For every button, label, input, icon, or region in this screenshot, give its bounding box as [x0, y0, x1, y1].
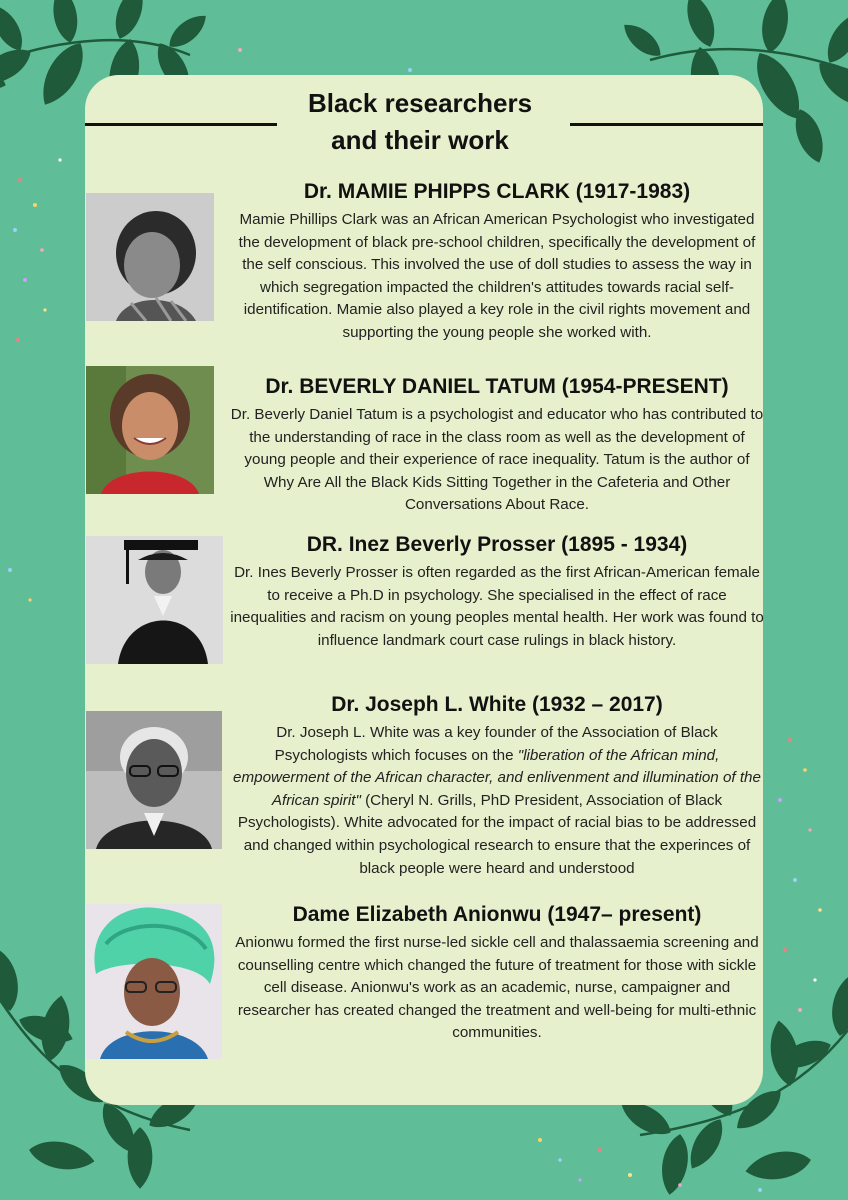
entry-body: Dr. Beverly Daniel Tatum is a psychologist and educator who has contributed to the understanding of race in the class room as well as the development of young people and their experience of race inequality. Tatum is the author of Why Are All the Black Kids Sitting Together in the Cafeteria and Other Conversations About Race.	[230, 406, 764, 514]
entry-beverly-daniel-tatum	[229, 374, 765, 517]
page-title	[270, 85, 570, 159]
entry-inez-beverly-prosser	[229, 532, 765, 652]
entry-body: Anionwu formed the first nurse-led sickle cell and thalassaemia screening and counselling centre which changed the future of treatment for those with sickle cell disease. Anionwu's work as an academic, nurse, campaigner and researcher has created changed the treatment and well-being for multi-ethnic communities.	[235, 934, 759, 1042]
entry-body	[229, 722, 765, 880]
entry-name: Dr. MAMIE PHIPPS CLARK (1917-1983)	[303, 180, 691, 203]
photo-elizabeth-anionwu	[86, 904, 222, 1059]
photo-joseph-l-white	[86, 711, 222, 849]
page-title-line2: and their work	[331, 125, 509, 155]
entry-body: Dr. Ines Beverly Prosser is often regarded as the first African-American female to receive a Ph.D in psychology. She specialised in the effect of race inequalities and racism on young peoples mental health. Her work was found to influence landmark court case rulings in black history.	[230, 564, 764, 649]
photo-beverly-daniel-tatum	[86, 366, 214, 494]
entry-elizabeth-anionwu	[229, 902, 765, 1045]
entry-name: Dame Elizabeth Anionwu (1947– present)	[292, 903, 702, 926]
entry-name: Dr. Joseph L. White (1932 – 2017)	[331, 693, 663, 716]
entry-name: DR. Inez Beverly Prosser (1895 - 1934)	[306, 533, 688, 556]
entry-body-rest: (Cheryl N. Grills, PhD President, Association of Black Psychologists). White advocated for the impact of racial bias to be addressed and changed within psychological research to ensure that the experinces of black people were heard and understood	[237, 791, 757, 877]
heading-rule-right	[570, 123, 763, 126]
heading-rule-left	[85, 123, 277, 126]
photo-inez-beverly-prosser	[86, 536, 223, 664]
entry-mamie-phipps-clark	[233, 179, 761, 345]
photo-mamie-phipps-clark	[86, 193, 214, 321]
entry-body-quote: "liberation of the African mind, empowerment of the African character, and enlivenment and illumination of the African spirit"	[233, 746, 761, 809]
page-title-line1: Black researchers	[307, 88, 533, 118]
entry-joseph-l-white	[229, 692, 765, 880]
entry-name: Dr. BEVERLY DANIEL TATUM (1954-PRESENT)	[265, 375, 729, 398]
entry-body-intro: Dr. Joseph L. White was a key founder of the Association of Black Psychologists which focuses on the	[274, 724, 718, 764]
entry-body: Mamie Phillips Clark was an African American Psychologist who investigated the development of black pre-school children, specifically the development of the self conscious. This involved the use of doll studies to assess the way in which segregation impacted the children's attitudes towards racial self-identification. Mamie also played a key role in the civil rights movement and supporting the young people she worked with.	[238, 211, 756, 341]
